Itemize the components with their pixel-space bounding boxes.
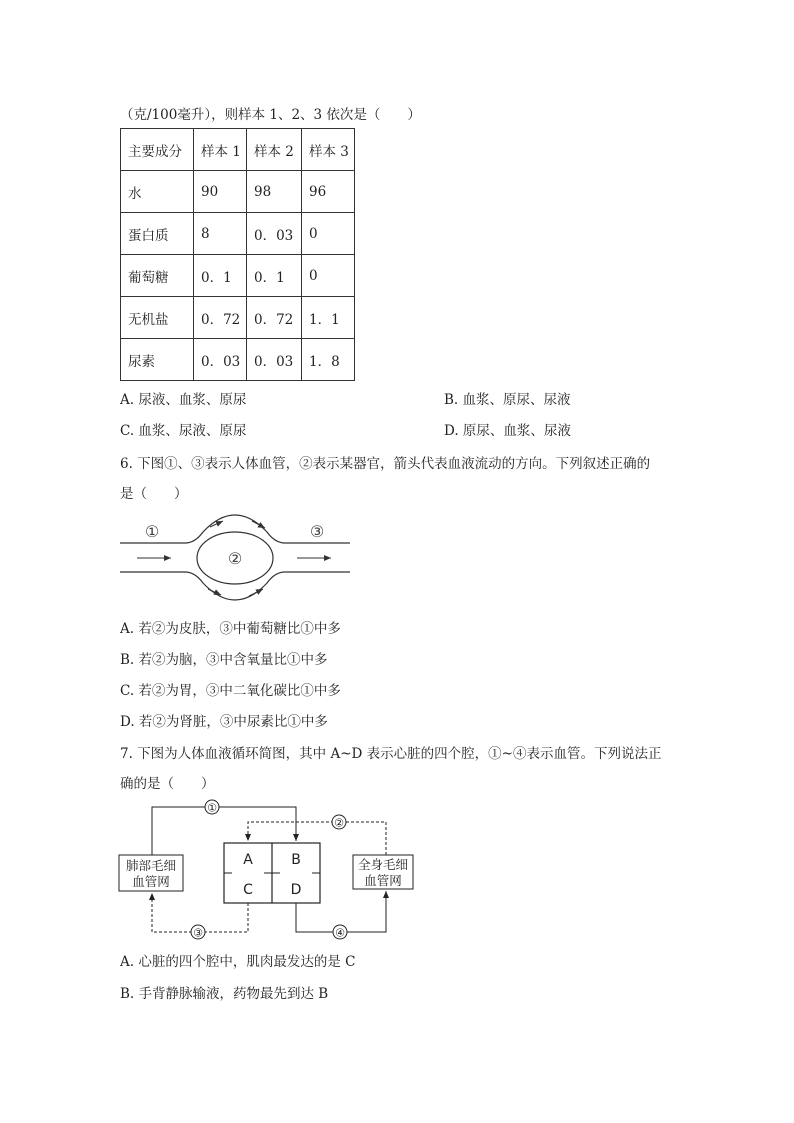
table-cell: 1．8	[302, 339, 355, 381]
q5-option-d[interactable]: D. 原尿、血浆、尿液	[444, 423, 571, 439]
table-cell: 无机盐	[121, 297, 194, 339]
vessel-2-label: ②	[334, 816, 344, 830]
q6-option-c[interactable]: C. 若②为胃，③中二氧化碳比①中多	[120, 683, 341, 699]
table-cell: 0	[302, 213, 355, 255]
table-row	[121, 339, 355, 381]
table-cell: 尿素	[121, 339, 194, 381]
body-label-line2: 血管网	[364, 873, 402, 888]
q6-option-b[interactable]: B. 若②为脑，③中含氧量比①中多	[120, 652, 328, 668]
table-header-cell: 样本 1	[194, 129, 247, 171]
vessel-lower-wall	[120, 572, 350, 600]
circulation-diagram	[110, 795, 430, 945]
q7-option-a[interactable]: A. 心脏的四个腔中，肌肉最发达的是 C	[120, 954, 356, 970]
table-row	[121, 297, 355, 339]
chamber-b: B	[291, 852, 301, 868]
q7-stem-line2: 确的是（ ）	[120, 776, 215, 792]
vessel-1-label: ①	[207, 801, 217, 815]
q6-option-a[interactable]: A. 若②为皮肤，③中葡萄糖比①中多	[120, 621, 341, 637]
lung-label-line2: 血管网	[132, 874, 170, 889]
q7-stem-line1: 7. 下图为人体血液循环简图，其中 A~D 表示心脏的四个腔，①~④表示血管。下列说法正	[120, 746, 662, 762]
lung-label-line1: 肺部毛细	[125, 858, 177, 873]
table-cell: 0．03	[247, 213, 302, 255]
q5-option-a[interactable]: A. 尿液、血浆、原尿	[120, 392, 247, 408]
vessel-3-label: ③	[193, 926, 203, 940]
chamber-a: A	[243, 852, 253, 868]
table-row	[121, 171, 355, 213]
table-header-cell: 样本 2	[247, 129, 302, 171]
table-cell: 蛋白质	[121, 213, 194, 255]
organ-bloodflow-diagram	[115, 510, 355, 610]
table-cell: 98	[247, 171, 302, 213]
q6-stem-line1: 6. 下图①、③表示人体血管，②表示某器官，箭头代表血液流动的方向。下列叙述正确的	[120, 456, 651, 472]
vessel-label-3: ③	[309, 522, 325, 541]
table-cell: 0．1	[247, 255, 302, 297]
q6-stem-line2: 是（ ）	[120, 486, 188, 502]
q5-option-c[interactable]: C. 血浆、尿液、原尿	[120, 423, 247, 439]
organ-label-2: ②	[227, 549, 243, 568]
table-cell: 8	[194, 213, 247, 255]
table-cell: 0．03	[194, 339, 247, 381]
flow-arrow-lower-left	[208, 589, 221, 595]
table-cell: 0．1	[194, 255, 247, 297]
table-cell: 90	[194, 171, 247, 213]
vessel-label-1: ①	[144, 522, 160, 541]
body-label-line1: 全身毛细	[357, 857, 409, 872]
table-cell: 0．72	[194, 297, 247, 339]
table-cell: 0．03	[247, 339, 302, 381]
table-header-cell: 样本 3	[302, 129, 355, 171]
q7-option-b[interactable]: B. 手背静脉输液，药物最先到达 B	[120, 986, 329, 1002]
table-row	[121, 213, 355, 255]
vessel-4-label: ④	[335, 926, 345, 940]
table-cell: 96	[302, 171, 355, 213]
table-cell: 水	[121, 171, 194, 213]
chamber-d: D	[290, 882, 302, 898]
composition-table	[120, 128, 355, 381]
table-header-cell: 主要成分	[121, 129, 194, 171]
q5-option-b[interactable]: B. 血浆、原尿、尿液	[444, 392, 571, 408]
q5-stem-tail: （克/100毫升），则样本 1、2、3 依次是（ ）	[120, 107, 421, 123]
table-header-row	[121, 129, 355, 171]
flow-arrow-upper-right	[252, 521, 265, 528]
table-cell: 葡萄糖	[121, 255, 194, 297]
table-row	[121, 255, 355, 297]
table-cell: 0	[302, 255, 355, 297]
q6-option-d[interactable]: D. 若②为肾脏，③中尿素比①中多	[120, 714, 328, 730]
flow-arrow-lower-right	[249, 589, 263, 596]
chamber-c: C	[243, 882, 253, 898]
table-cell: 0．72	[247, 297, 302, 339]
table-cell: 1．1	[302, 297, 355, 339]
